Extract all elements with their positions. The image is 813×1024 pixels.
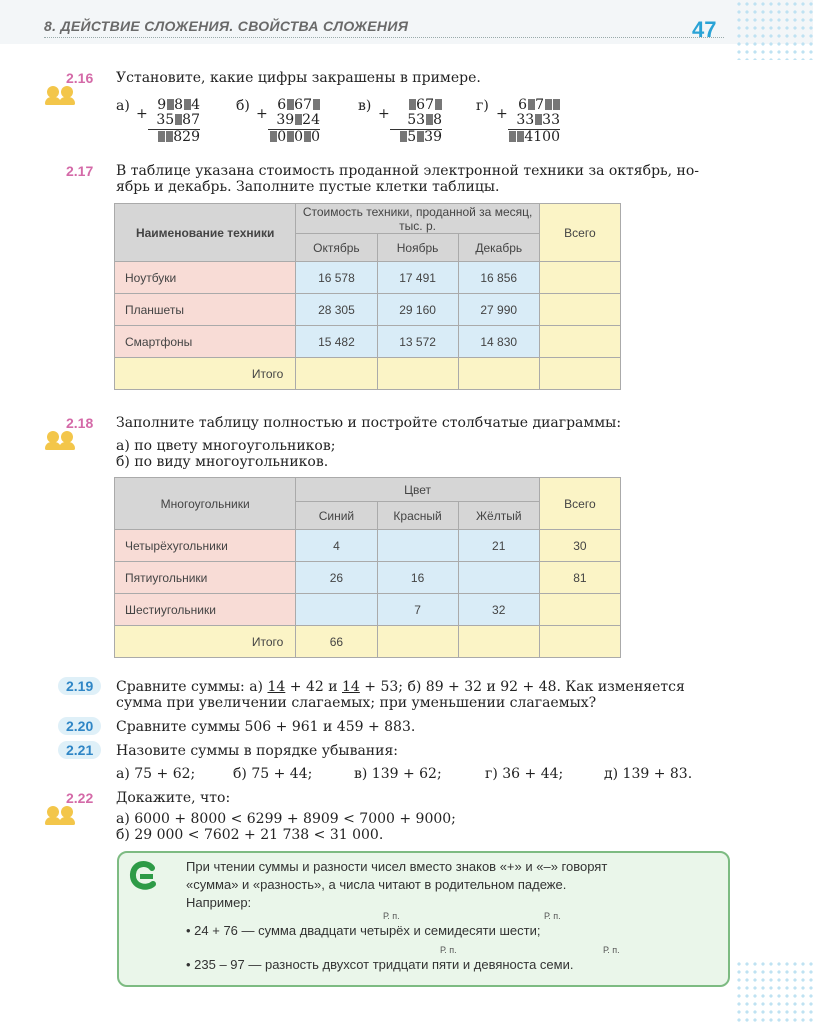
hidden-digit bbox=[400, 131, 407, 142]
total-cell: 30 bbox=[539, 530, 620, 562]
digit-group: 53 bbox=[407, 112, 426, 128]
pair-work-icon bbox=[44, 806, 78, 826]
result bbox=[508, 130, 560, 145]
option-a: а) 75 + 62; bbox=[116, 766, 196, 782]
digit-group: 6 bbox=[518, 97, 528, 113]
addend-1 bbox=[508, 98, 560, 113]
itogo-total-cell bbox=[539, 626, 620, 658]
row-label: Ноутбуки bbox=[115, 262, 296, 294]
addend-1 bbox=[268, 98, 320, 113]
value-cell: 15 482 bbox=[296, 326, 377, 358]
value-cell: 27 990 bbox=[458, 294, 539, 326]
digit-group: 8 bbox=[174, 97, 184, 113]
addend-2 bbox=[268, 113, 320, 128]
pair-work-icon bbox=[44, 86, 78, 106]
itogo-cell bbox=[296, 358, 377, 390]
row-label: Пятиугольники bbox=[115, 562, 296, 594]
exercise-text-line2: а) по цвету многоугольников; bbox=[116, 438, 336, 454]
month-header: Декабрь bbox=[458, 234, 539, 262]
underlined-number: 14 bbox=[342, 679, 360, 695]
table-row bbox=[115, 530, 621, 562]
chapter-title: 8. ДЕЙСТВИЕ СЛОЖЕНИЯ. СВОЙСТВА СЛОЖЕНИЯ bbox=[44, 18, 409, 34]
exercise-number: 2.20 bbox=[58, 717, 101, 735]
value-cell: 14 830 bbox=[458, 326, 539, 358]
hidden-digit bbox=[545, 99, 552, 110]
sum-column bbox=[268, 98, 320, 145]
rule-bullet2: • 235 – 97 — разность двухсот тридцати пяти и девяноста семи. bbox=[186, 957, 574, 972]
hidden-digit bbox=[287, 131, 294, 142]
result bbox=[148, 130, 200, 145]
sum-column bbox=[508, 98, 560, 145]
option-e: д) 139 + 83. bbox=[604, 766, 693, 782]
row-label: Четырёхугольники bbox=[115, 530, 296, 562]
addend-1 bbox=[148, 98, 200, 113]
digit-group: 87 bbox=[182, 112, 200, 128]
sum-column bbox=[148, 98, 200, 145]
value-cell bbox=[458, 562, 539, 594]
exercise-text-line1: В таблице указана стоимость проданной электронной техники за октябрь, но- bbox=[116, 163, 700, 179]
month-header: Октябрь bbox=[296, 234, 377, 262]
total-cell: 81 bbox=[539, 562, 620, 594]
digit-group: 67 bbox=[294, 97, 312, 113]
exercise-number: 2.16 bbox=[66, 70, 94, 86]
total-cell bbox=[539, 294, 620, 326]
plus-sign: + bbox=[136, 106, 148, 122]
hidden-digit bbox=[270, 131, 277, 142]
page-number: 47 bbox=[692, 17, 717, 42]
hidden-digit bbox=[313, 99, 320, 110]
value-cell: 7 bbox=[377, 594, 458, 626]
hidden-digit bbox=[158, 131, 165, 142]
sum-label: г) bbox=[476, 98, 489, 114]
table-row-itogo bbox=[115, 626, 621, 658]
rule-line3: Например: bbox=[186, 895, 252, 910]
color-header: Красный bbox=[377, 502, 458, 530]
digit-group: 33 bbox=[516, 112, 535, 128]
itogo-cell bbox=[377, 626, 458, 658]
sum-label: в) bbox=[358, 98, 372, 114]
sum-label: а) bbox=[116, 98, 130, 114]
header-total: Всего bbox=[539, 204, 620, 262]
itogo-cell: 66 bbox=[296, 626, 377, 658]
digit-group: 6 bbox=[277, 97, 287, 113]
result bbox=[268, 130, 320, 145]
table-row bbox=[115, 294, 621, 326]
case-note: Р. п. bbox=[383, 911, 400, 921]
addend-1 bbox=[390, 98, 442, 113]
electronics-sales-table bbox=[114, 203, 621, 390]
itogo-cell bbox=[458, 626, 539, 658]
header-total: Всего bbox=[539, 478, 620, 530]
table-row bbox=[115, 594, 621, 626]
digit-group: 39 bbox=[276, 112, 295, 128]
exercise-text-line1 bbox=[116, 679, 685, 695]
exercise-text-line3: б) по виду многоугольников. bbox=[116, 454, 329, 470]
exercise-number: 2.18 bbox=[66, 415, 94, 431]
value-cell bbox=[296, 594, 377, 626]
digit-group: 8 bbox=[433, 112, 442, 128]
header-divider bbox=[44, 37, 724, 38]
exercise-text: Сравните суммы 506 + 961 и 459 + 883. bbox=[116, 719, 416, 735]
exercise-number: 2.22 bbox=[66, 790, 94, 806]
header-name: Многоугольники bbox=[115, 478, 296, 530]
itogo-cell bbox=[377, 358, 458, 390]
sum-column bbox=[390, 98, 442, 145]
digit-group: 0 bbox=[311, 129, 320, 145]
hidden-digit bbox=[517, 131, 524, 142]
digit-group: 67 bbox=[416, 97, 434, 113]
itogo-label: Итого bbox=[115, 358, 296, 390]
color-header: Синий bbox=[296, 502, 377, 530]
itogo-label: Итого bbox=[115, 626, 296, 658]
itogo-cell bbox=[458, 358, 539, 390]
table-row bbox=[115, 262, 621, 294]
value-cell: 16 578 bbox=[296, 262, 377, 294]
hidden-digit bbox=[295, 114, 302, 125]
row-label: Планшеты bbox=[115, 294, 296, 326]
hidden-digit bbox=[435, 99, 442, 110]
hidden-digit bbox=[426, 114, 433, 125]
hidden-digit bbox=[509, 131, 516, 142]
digit-group: 4100 bbox=[524, 129, 560, 145]
case-note: Р. п. bbox=[440, 945, 457, 955]
exercise-number: 2.21 bbox=[58, 741, 101, 759]
addend-2 bbox=[508, 113, 560, 128]
hidden-digit bbox=[528, 99, 535, 110]
digit-group: 0 bbox=[277, 129, 287, 145]
digit-group: 5 bbox=[407, 129, 417, 145]
hidden-digit bbox=[535, 114, 542, 125]
digit-group: 33 bbox=[542, 112, 560, 128]
case-note: Р. п. bbox=[544, 911, 561, 921]
table-row-itogo bbox=[115, 358, 621, 390]
value-cell: 16 bbox=[377, 562, 458, 594]
exercise-text: Установите, какие цифры закрашены в примере. bbox=[116, 70, 481, 86]
total-cell bbox=[539, 262, 620, 294]
exercise-text: Докажите, что: bbox=[116, 790, 231, 806]
statement-a: а) 6000 + 8000 < 6299 + 8909 < 7000 + 9000; bbox=[116, 811, 456, 827]
row-label: Смартфоны bbox=[115, 326, 296, 358]
rule-line2: «сумма» и «разность», а числа читают в родительном падеже. bbox=[186, 877, 567, 892]
decor-dots-top bbox=[735, 0, 813, 60]
hidden-digit bbox=[287, 99, 294, 110]
hidden-digit bbox=[184, 99, 191, 110]
rule-line1: При чтении суммы и разности чисел вместо знаков «+» и «–» говорят bbox=[186, 859, 608, 874]
header-name: Наименование техники bbox=[115, 204, 296, 262]
table-row bbox=[115, 326, 621, 358]
hidden-digit bbox=[409, 99, 416, 110]
sum-label: б) bbox=[236, 98, 250, 114]
decor-dots-bottom bbox=[735, 960, 813, 1024]
exercise-text: Назовите суммы в порядке убывания: bbox=[116, 743, 399, 759]
digit-group: 4 bbox=[191, 97, 200, 113]
exercise-number: 2.17 bbox=[66, 163, 94, 179]
underlined-number: 14 bbox=[267, 679, 286, 695]
month-header: Ноябрь bbox=[377, 234, 458, 262]
text-part: + 42 и bbox=[285, 679, 342, 695]
addend-2 bbox=[390, 113, 442, 128]
header-color: Цвет bbox=[296, 478, 539, 502]
value-cell: 26 bbox=[296, 562, 377, 594]
digit-group: 39 bbox=[424, 129, 442, 145]
digit-group: 9 bbox=[157, 97, 167, 113]
value-cell: 29 160 bbox=[377, 294, 458, 326]
digit-group: 0 bbox=[294, 129, 304, 145]
hidden-digit bbox=[553, 99, 560, 110]
result bbox=[390, 130, 442, 145]
hidden-digit bbox=[166, 131, 173, 142]
exercise-number: 2.19 bbox=[58, 677, 101, 695]
exercise-text-line2: сумма при увеличении слагаемых; при уменьшении слагаемых? bbox=[116, 695, 597, 711]
rule-bullet1: • 24 + 76 — сумма двадцати четырёх и семидесяти шести; bbox=[186, 923, 541, 938]
plus-sign: + bbox=[256, 106, 268, 122]
polygons-table bbox=[114, 477, 621, 658]
total-cell bbox=[539, 594, 620, 626]
color-header: Жёлтый bbox=[458, 502, 539, 530]
total-cell bbox=[539, 326, 620, 358]
exercise-text-line2: ябрь и декабрь. Заполните пустые клетки таблицы. bbox=[116, 179, 500, 195]
hidden-digit bbox=[175, 114, 182, 125]
digit-group: 829 bbox=[173, 129, 200, 145]
statement-b: б) 29 000 < 7602 + 21 738 < 31 000. bbox=[116, 827, 384, 843]
plus-sign: + bbox=[496, 106, 508, 122]
hidden-digit bbox=[417, 131, 424, 142]
digit-group: 24 bbox=[302, 112, 320, 128]
value-cell: 4 bbox=[296, 530, 377, 562]
table-row bbox=[115, 562, 621, 594]
speech-rule-icon bbox=[128, 860, 158, 894]
addend-2 bbox=[148, 113, 200, 128]
option-d: г) 36 + 44; bbox=[485, 766, 564, 782]
value-cell: 32 bbox=[458, 594, 539, 626]
value-cell: 16 856 bbox=[458, 262, 539, 294]
text-part: Сравните суммы: а) bbox=[116, 679, 268, 695]
value-cell: 13 572 bbox=[377, 326, 458, 358]
option-b: б) 75 + 44; bbox=[233, 766, 313, 782]
hidden-digit bbox=[304, 131, 311, 142]
hidden-digit bbox=[167, 99, 174, 110]
row-label: Шестиугольники bbox=[115, 594, 296, 626]
pair-work-icon bbox=[44, 431, 78, 451]
text-part: + 53; б) 89 + 32 и 92 + 48. Как изменяется bbox=[359, 679, 685, 695]
value-cell: 17 491 bbox=[377, 262, 458, 294]
value-cell: 21 bbox=[458, 530, 539, 562]
case-note: Р. п. bbox=[603, 945, 620, 955]
header-cost: Стоимость техники, проданной за месяц, тыс. р. bbox=[296, 204, 539, 234]
itogo-cell bbox=[539, 358, 620, 390]
digit-group: 35 bbox=[156, 112, 175, 128]
digit-group: 7 bbox=[535, 97, 544, 113]
value-cell: 28 305 bbox=[296, 294, 377, 326]
plus-sign: + bbox=[378, 106, 390, 122]
exercise-text-line1: Заполните таблицу полностью и постройте столбчатые диаграммы: bbox=[116, 415, 622, 431]
option-c: в) 139 + 62; bbox=[354, 766, 442, 782]
value-cell bbox=[377, 530, 458, 562]
